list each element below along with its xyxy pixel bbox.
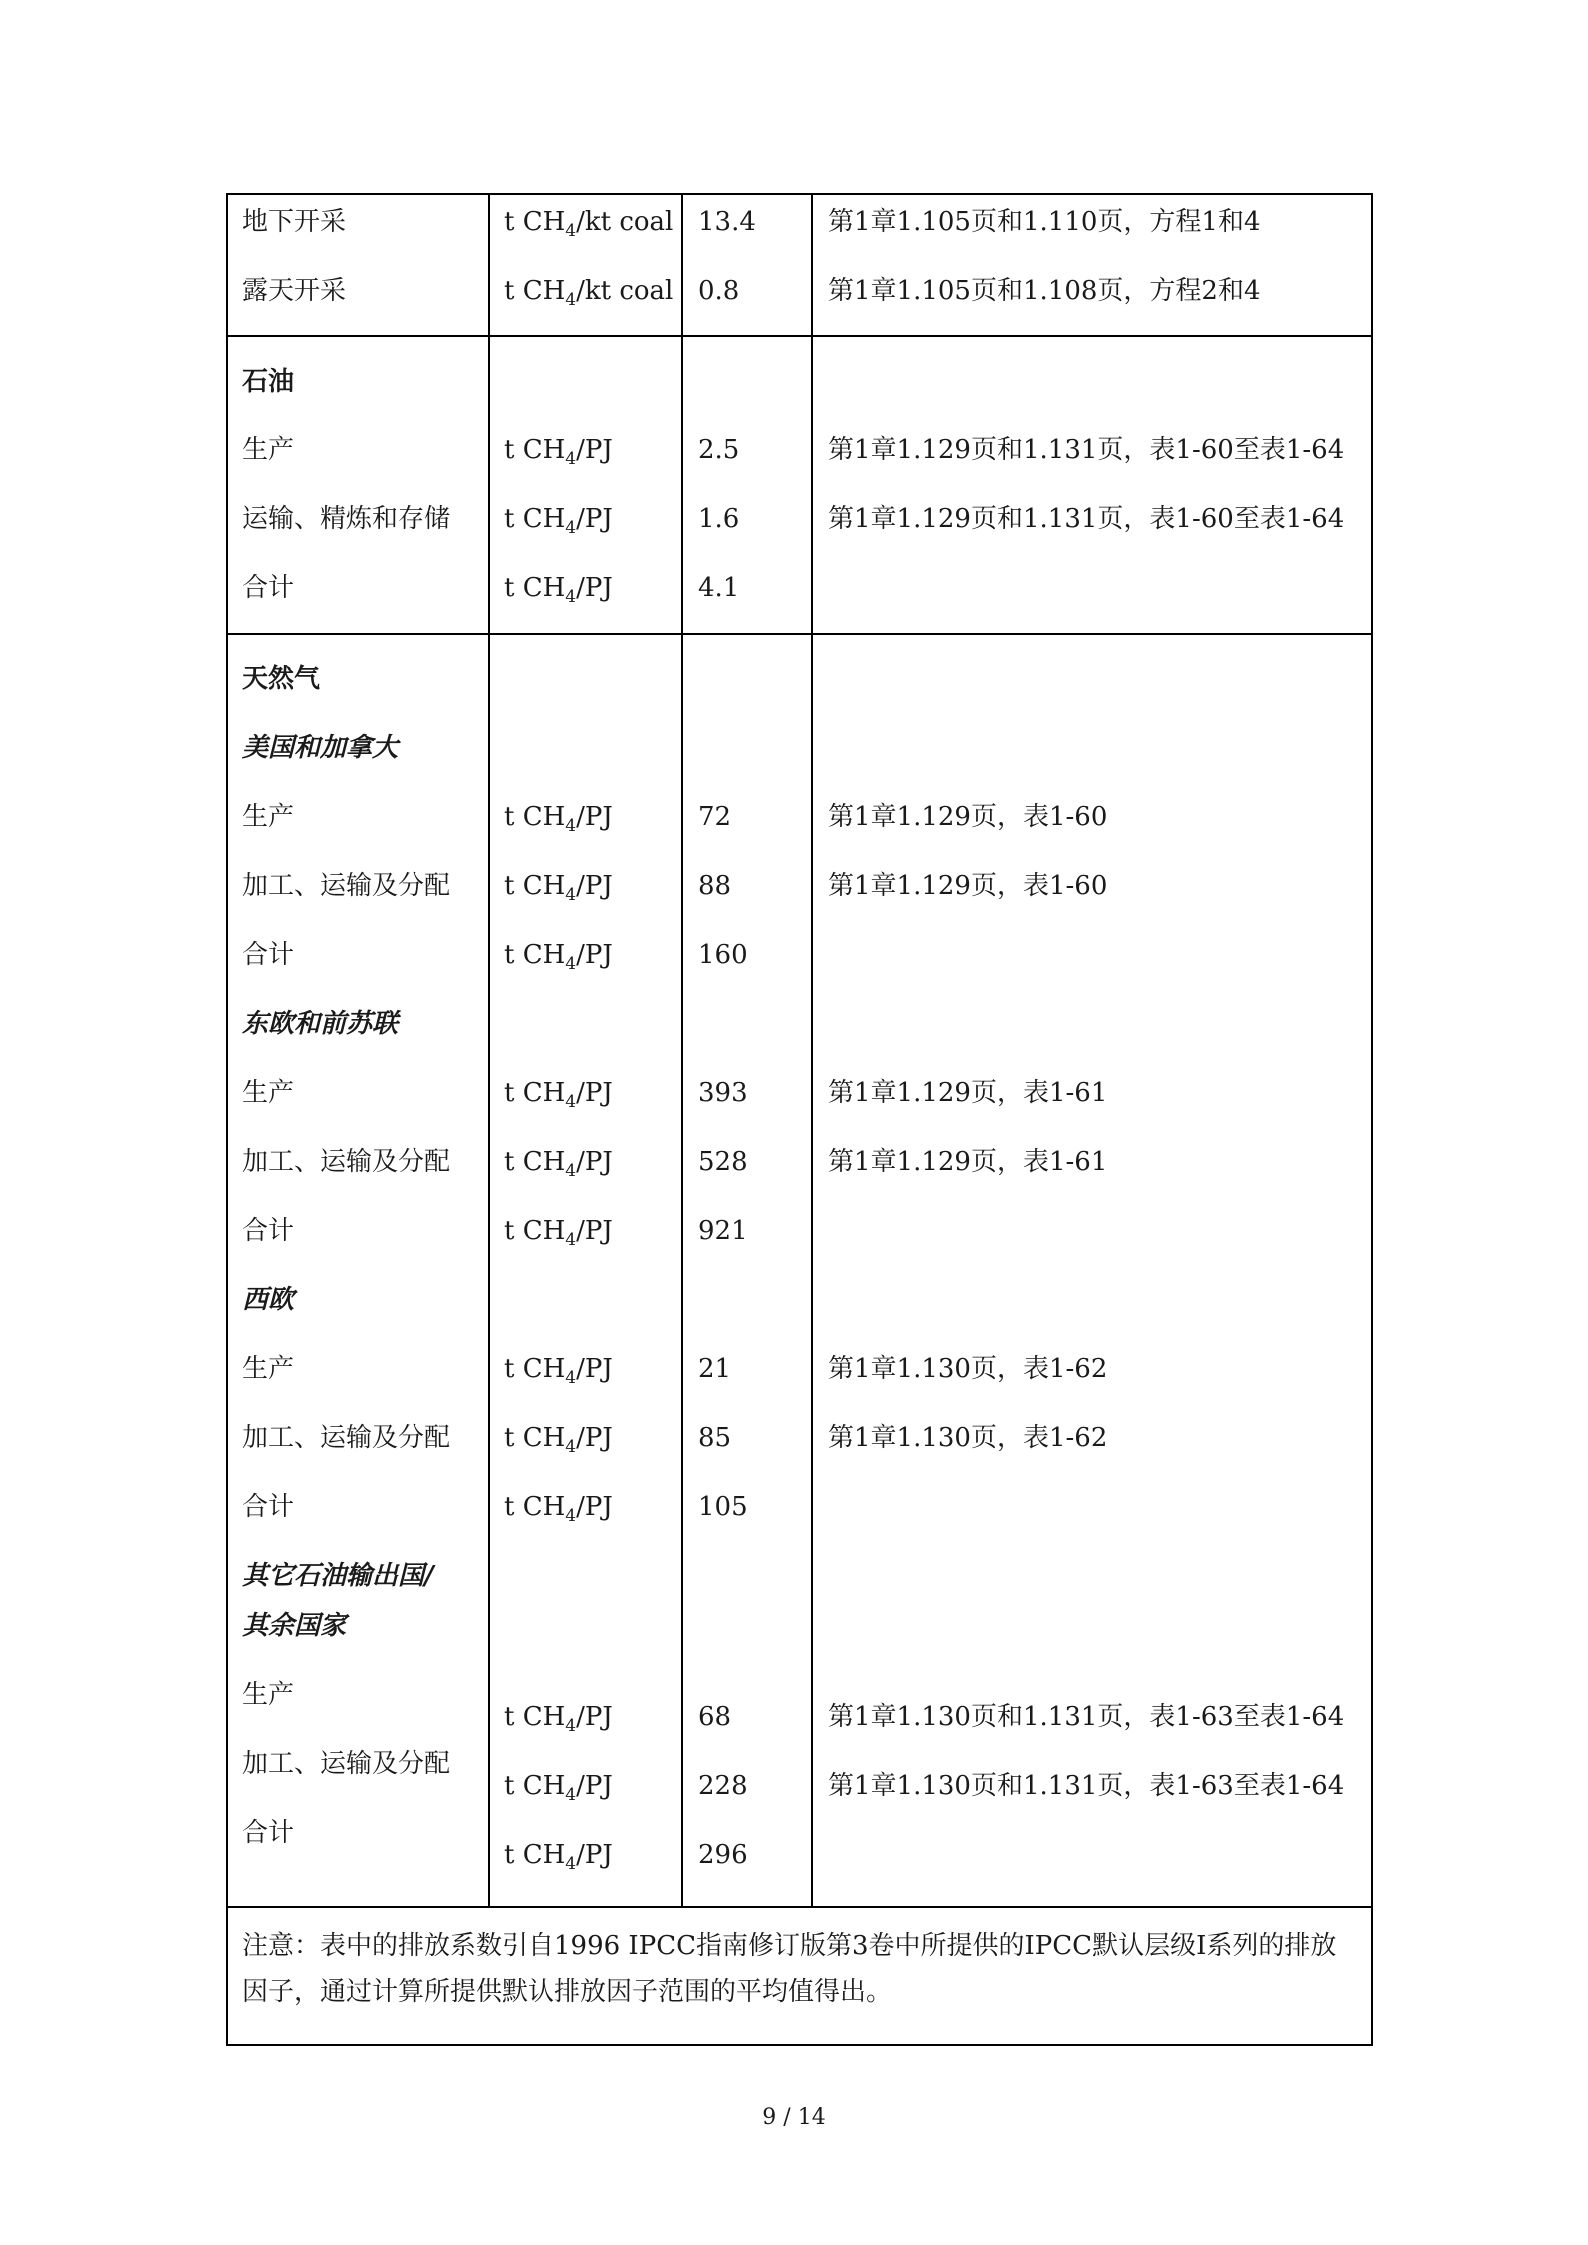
- gas-row-unit: t $CH_4/PJ$: [504, 1147, 613, 1182]
- oil-row-value: 2.5: [698, 435, 740, 465]
- gas-row-source: 第1章1.130页，表1-62: [828, 1354, 1108, 1384]
- gas-row-value: 160: [698, 940, 748, 970]
- gas-row-value: 85: [698, 1423, 732, 1453]
- gas-row-source: 第1章1.130页，表1-62: [828, 1423, 1108, 1453]
- oil-row-label: 合计: [242, 573, 295, 603]
- oil-row-unit: t $CH_4/PJ$: [504, 573, 613, 608]
- section-divider-oil-gas: [228, 633, 1371, 635]
- coal-row-label: 地下开采: [242, 207, 347, 237]
- gas-row-label: 生产: [242, 802, 295, 832]
- section-heading-oil: 石油: [242, 367, 295, 397]
- gas-row-unit: t $CH_4/PJ$: [504, 871, 613, 906]
- gas-row-label: 加工、运输及分配: [242, 1423, 451, 1453]
- oil-row-label: 运输、精炼和存储: [242, 504, 451, 534]
- gas-row-source: 第1章1.130页和1.131页，表1-63至表1-64: [828, 1771, 1345, 1801]
- region-heading: 东欧和前苏联: [242, 1009, 399, 1039]
- gas-row-label: 生产: [242, 1354, 295, 1384]
- oil-row-source: 第1章1.129页和1.131页，表1-60至表1-64: [828, 435, 1345, 465]
- region-heading: 其它石油输出国/: [242, 1561, 434, 1591]
- column-divider-2: [681, 195, 683, 1906]
- gas-row-source: 第1章1.130页和1.131页，表1-63至表1-64: [828, 1702, 1345, 1732]
- oil-row-label: 生产: [242, 435, 295, 465]
- oil-row-unit: t $CH_4/PJ$: [504, 435, 613, 470]
- coal-row-unit: t $CH_4/kt$ coal: [504, 207, 674, 242]
- gas-row-label: 加工、运输及分配: [242, 871, 451, 901]
- oil-row-source: 第1章1.129页和1.131页，表1-60至表1-64: [828, 504, 1345, 534]
- gas-row-unit: t $CH_4/PJ$: [504, 1840, 613, 1875]
- gas-row-label: 合计: [242, 1492, 295, 1522]
- gas-row-unit: t $CH_4/PJ$: [504, 1771, 613, 1806]
- oil-row-unit: t $CH_4/PJ$: [504, 504, 613, 539]
- gas-row-unit: t $CH_4/PJ$: [504, 802, 613, 837]
- gas-row-label: 合计: [242, 1818, 295, 1848]
- gas-row-unit: t $CH_4/PJ$: [504, 940, 613, 975]
- gas-row-value: 528: [698, 1147, 748, 1177]
- region-heading: 美国和加拿大: [242, 733, 399, 763]
- gas-row-value: 921: [698, 1216, 748, 1246]
- region-heading-line2: 其余国家: [242, 1611, 347, 1641]
- gas-row-source: 第1章1.129页，表1-61: [828, 1078, 1108, 1108]
- gas-row-unit: t $CH_4/PJ$: [504, 1423, 613, 1458]
- gas-row-label: 加工、运输及分配: [242, 1147, 451, 1177]
- gas-row-unit: t $CH_4/PJ$: [504, 1078, 613, 1113]
- region-heading: 西欧: [242, 1285, 295, 1315]
- column-divider-3: [811, 195, 813, 1906]
- table-note: 注意：表中的排放系数引自1996 IPCC指南修订版第3卷中所提供的IPCC默认层级I系列的排放因子，通过计算所提供默认排放因子范围的平均值得出。: [242, 1931, 1337, 2007]
- coal-row-source: 第1章1.105页和1.108页，方程2和4: [828, 276, 1261, 306]
- section-divider-gas-note: [228, 1906, 1371, 1908]
- gas-row-unit: t $CH_4/PJ$: [504, 1216, 613, 1251]
- coal-row-source: 第1章1.105页和1.110页，方程1和4: [828, 207, 1261, 237]
- gas-row-value: 88: [698, 871, 732, 901]
- gas-row-value: 296: [698, 1840, 748, 1870]
- oil-row-value: 4.1: [698, 573, 740, 603]
- gas-row-source: 第1章1.129页，表1-61: [828, 1147, 1108, 1177]
- gas-row-label: 生产: [242, 1680, 295, 1710]
- gas-row-value: 393: [698, 1078, 748, 1108]
- gas-row-source: 第1章1.129页，表1-60: [828, 802, 1108, 832]
- gas-row-unit: t $CH_4/PJ$: [504, 1702, 613, 1737]
- gas-row-label: 生产: [242, 1078, 295, 1108]
- gas-row-value: 228: [698, 1771, 748, 1801]
- section-heading-gas: 天然气: [242, 664, 321, 694]
- gas-row-value: 21: [698, 1354, 732, 1384]
- gas-row-value: 105: [698, 1492, 748, 1522]
- coal-row-unit: t $CH_4/kt$ coal: [504, 276, 674, 311]
- page-number: 9 / 14: [762, 2105, 826, 2130]
- gas-row-label: 加工、运输及分配: [242, 1749, 451, 1779]
- gas-row-unit: t $CH_4/PJ$: [504, 1492, 613, 1527]
- gas-row-source: 第1章1.129页，表1-60: [828, 871, 1108, 901]
- emission-factor-table: [226, 193, 1373, 2046]
- gas-row-value: 68: [698, 1702, 732, 1732]
- coal-row-value: 0.8: [698, 276, 740, 306]
- column-divider-1: [488, 195, 490, 1906]
- coal-row-value: 13.4: [698, 207, 756, 237]
- section-divider-coal-oil: [228, 335, 1371, 337]
- coal-row-label: 露天开采: [242, 276, 347, 306]
- gas-row-label: 合计: [242, 940, 295, 970]
- gas-row-label: 合计: [242, 1216, 295, 1246]
- gas-row-unit: t $CH_4/PJ$: [504, 1354, 613, 1389]
- gas-row-value: 72: [698, 802, 732, 832]
- oil-row-value: 1.6: [698, 504, 740, 534]
